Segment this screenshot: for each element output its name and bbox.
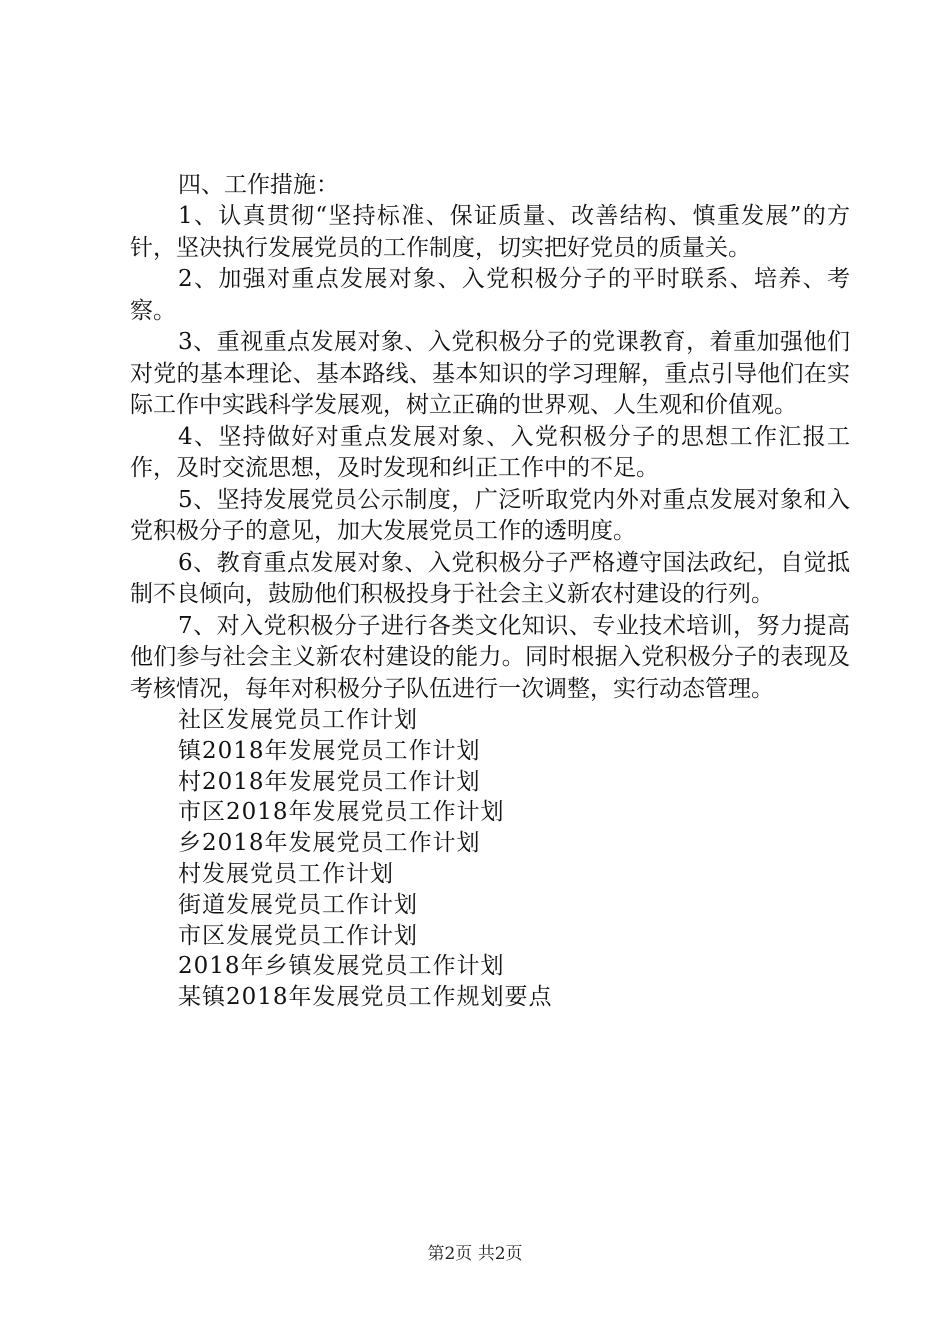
related-document-link[interactable]: 村发展党员工作计划 [178,860,394,887]
measure-paragraph-3: 3、重视重点发展对象、入党积极分子的党课教育，着重加强他们对党的基本理论、基本路线、基本知识的学习理解，重点引导他们在实际工作中实践科学发展观，树立正确的世界观、人生观和价值观。 [130,329,850,418]
measure-paragraph-5: 5、坚持发展党员公示制度，广泛听取党内外对重点发展对象和入党积极分子的意见，加大发展党员工作的透明度。 [130,486,850,544]
measure-paragraph-1: 1、认真贯彻“坚持标准、保证质量、改善结构、慎重发展”的方针，坚决执行发展党员的工作制度，切实把好党员的质量关。 [130,203,850,261]
related-documents-list [130,705,850,1013]
related-document-link[interactable]: 乡2018年发展党员工作计划 [178,830,481,857]
document-body [130,170,850,1013]
measure-paragraph-4: 4、坚持做好对重点发展对象、入党积极分子的思想工作汇报工作，及时交流思想，及时发现和纠正工作中的不足。 [130,423,850,481]
related-document-link[interactable]: 市区2018年发展党员工作计划 [178,799,505,826]
related-document-link[interactable]: 某镇2018年发展党员工作规划要点 [178,984,553,1011]
measure-paragraph-7: 7、对入党积极分子进行各类文化知识、专业技术培训，努力提高他们参与社会主义新农村建设的能力。同时根据入党积极分子的表现及考核情况，每年对积极分子队伍进行一次调整，实行动态管理。 [130,612,850,702]
related-document-link[interactable]: 社区发展党员工作计划 [178,707,418,733]
page-number-footer: 第2页 共2页 [427,1244,523,1264]
related-document-link[interactable]: 村2018年发展党员工作计划 [178,768,481,795]
related-document-link[interactable]: 市区发展党员工作计划 [178,922,418,949]
related-document-link[interactable]: 街道发展党员工作计划 [178,891,418,918]
related-document-link[interactable]: 镇2018年发展党员工作计划 [178,737,481,764]
measure-paragraph-6: 6、教育重点发展对象、入党积极分子严格遵守国法政纪，自觉抵制不良倾向，鼓励他们积极投身于社会主义新农村建设的行列。 [130,549,850,607]
related-document-link[interactable]: 2018年乡镇发展党员工作计划 [178,953,505,980]
section-heading: 四、工作措施： [178,172,339,198]
measure-paragraph-2: 2、加强对重点发展对象、入党积极分子的平时联系、培养、考察。 [130,266,850,324]
